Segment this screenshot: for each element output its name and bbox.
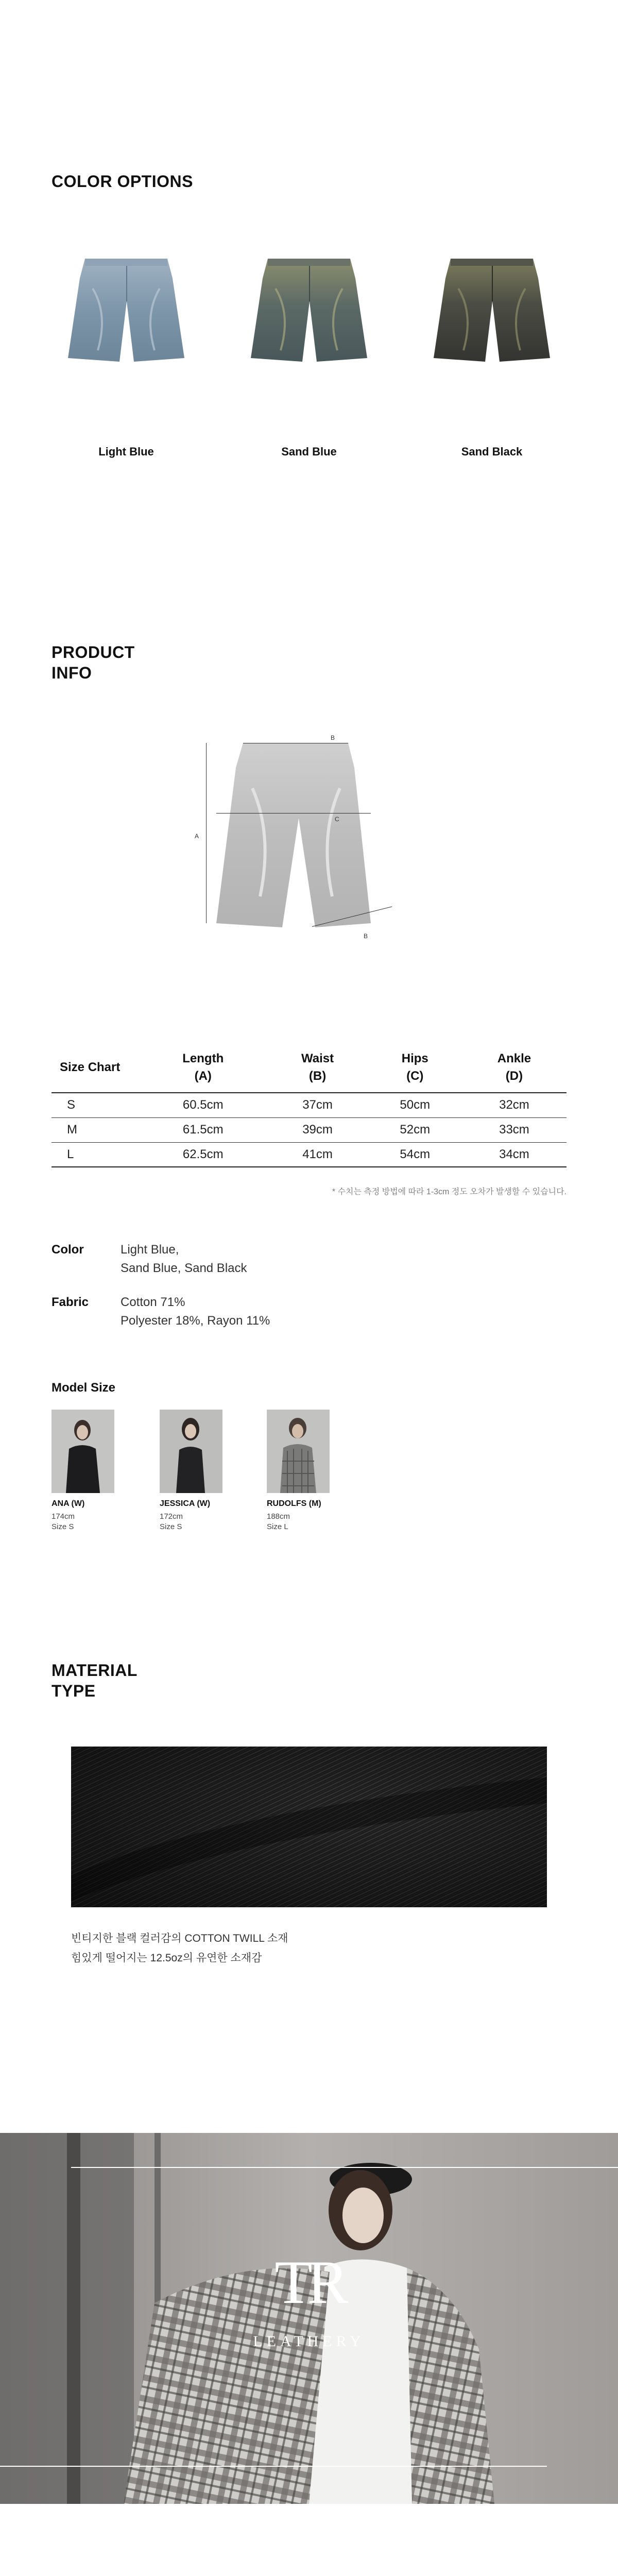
shorts-diagram-graphic	[196, 732, 417, 948]
model-size-title: Model Size	[52, 1381, 116, 1395]
hips-cell: 54cm	[368, 1142, 462, 1167]
measurement-note: * 수치는 측정 방법에 따라 1-3cm 정도 오차가 발생할 수 있습니다.	[332, 1188, 566, 1196]
color-spec-label: Color	[52, 1243, 84, 1257]
model-height-ana: 174cm	[52, 1512, 75, 1521]
size-chart-table	[52, 1045, 566, 1167]
waist-cell: 41cm	[267, 1142, 368, 1167]
table-row	[52, 1093, 566, 1117]
product-info-title: PRODUCT INFO	[52, 643, 135, 682]
ankle-header: Ankle (D)	[462, 1045, 566, 1093]
hips-cell: 52cm	[368, 1117, 462, 1142]
table-row	[52, 1117, 566, 1142]
color-spec-value: Light Blue, Sand Blue, Sand Black	[121, 1243, 247, 1275]
waist-cell: 37cm	[267, 1093, 368, 1117]
table-row	[52, 1142, 566, 1167]
color-option-sand-black-image[interactable]	[427, 252, 556, 371]
size-chart-header-row	[52, 1045, 566, 1093]
fabric-spec-value: Cotton 71% Polyester 18%, Rayon 11%	[121, 1295, 270, 1328]
model-height-jessica: 172cm	[160, 1512, 183, 1521]
brand-name: LEATHERY	[253, 2333, 365, 2350]
color-option-light-blue-label: Light Blue	[98, 445, 154, 458]
model-photo-ana[interactable]	[52, 1410, 114, 1493]
color-options-title: COLOR OPTIONS	[52, 172, 193, 191]
waist-dimension-letter: B	[331, 734, 335, 741]
color-option-sand-blue-image[interactable]	[245, 252, 373, 371]
banner-top-rule	[71, 2167, 618, 2168]
material-type-title: MATERIAL TYPE	[52, 1661, 138, 1700]
hips-cell: 50cm	[368, 1093, 462, 1117]
hips-dimension-letter: C	[335, 816, 339, 823]
model-photo-rudolfs[interactable]	[267, 1410, 330, 1493]
brand-logo-letters: TR	[274, 2248, 344, 2316]
model-name-rudolfs: RUDOLFS (M)	[267, 1499, 321, 1508]
brand-banner-image	[0, 2133, 618, 2504]
color-option-light-blue-image[interactable]	[62, 252, 191, 371]
size-chart-header: Size Chart	[52, 1045, 139, 1093]
waist-cell: 39cm	[267, 1117, 368, 1142]
length-dimension-line	[206, 743, 207, 923]
size-cell: M	[52, 1117, 139, 1142]
ankle-dimension-letter: B	[364, 933, 368, 940]
banner-bottom-rule	[0, 2466, 547, 2467]
color-option-sand-blue-label: Sand Blue	[281, 445, 337, 458]
ankle-cell: 32cm	[462, 1093, 566, 1117]
waist-header: Waist (B)	[267, 1045, 368, 1093]
length-header: Length (A)	[139, 1045, 267, 1093]
length-dimension-letter: A	[195, 833, 199, 840]
ankle-cell: 33cm	[462, 1117, 566, 1142]
model-height-rudolfs: 188cm	[267, 1512, 290, 1521]
length-cell: 62.5cm	[139, 1142, 267, 1167]
model-name-ana: ANA (W)	[52, 1499, 85, 1508]
ankle-cell: 34cm	[462, 1142, 566, 1167]
material-fabric-image	[71, 1747, 547, 1907]
length-cell: 61.5cm	[139, 1117, 267, 1142]
model-size-ana: Size S	[52, 1522, 74, 1531]
color-option-sand-black-label: Sand Black	[461, 445, 523, 458]
length-cell: 60.5cm	[139, 1093, 267, 1117]
model-photo-jessica[interactable]	[160, 1410, 222, 1493]
hips-dimension-line	[216, 813, 371, 814]
measurement-diagram	[196, 732, 417, 948]
model-name-jessica: JESSICA (W)	[160, 1499, 211, 1508]
fabric-spec-label: Fabric	[52, 1295, 89, 1309]
size-cell: L	[52, 1142, 139, 1167]
model-size-rudolfs: Size L	[267, 1522, 288, 1531]
material-description: 빈티지한 블랙 컬러감의 COTTON TWILL 소재 힘있게 떨어지는 12.5oz의 유연한 소재감	[71, 1933, 288, 1964]
hips-header: Hips (C)	[368, 1045, 462, 1093]
model-size-jessica: Size S	[160, 1522, 182, 1531]
size-cell: S	[52, 1093, 139, 1117]
